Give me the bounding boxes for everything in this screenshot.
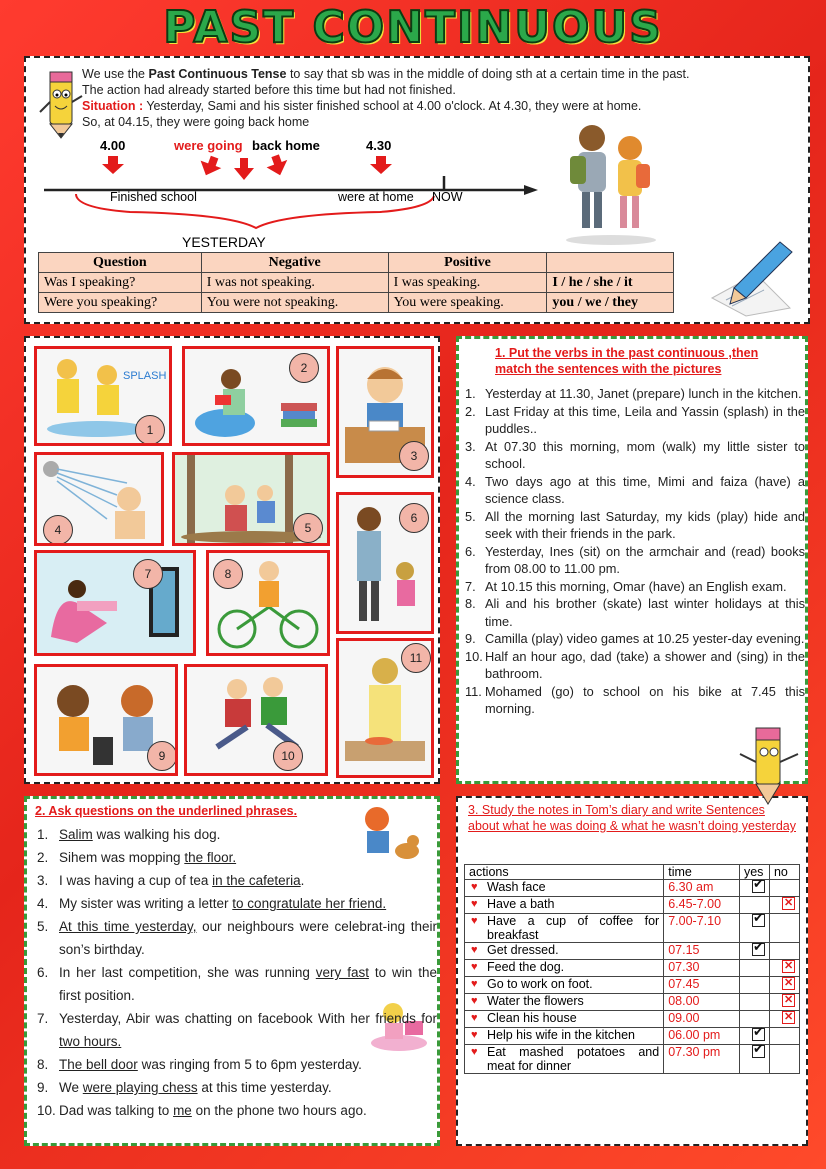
no-cell: [769, 897, 799, 914]
exercise-1-item: [459, 648, 805, 683]
item-number: 9.: [465, 631, 476, 646]
diary-action: [465, 977, 664, 994]
exercise-2-item: [27, 869, 437, 892]
intro-panel: [24, 56, 810, 324]
item-text: At 10.15 this morning, Omar (have) an English exam.: [485, 578, 787, 594]
underlined-phrase: the floor.: [184, 850, 237, 865]
exercise-1-item: [459, 683, 805, 718]
cross-icon: [782, 1011, 795, 1024]
header-positive: Positive: [388, 253, 547, 273]
item-number: 7.: [465, 578, 476, 594]
exercise-1-item: [459, 385, 805, 403]
cross-icon: [782, 897, 795, 910]
picture-number: 4: [43, 515, 73, 545]
diary-action: [465, 914, 664, 943]
table-row: [465, 994, 800, 1011]
table-row: [465, 977, 800, 994]
header-subject: [547, 253, 674, 273]
item-number: 5.: [465, 508, 476, 524]
table-row: [465, 1028, 800, 1045]
header-negative: Negative: [201, 253, 388, 273]
table-cell: You were speaking.: [388, 293, 547, 313]
table-row: [465, 914, 800, 943]
grammar-table: [38, 252, 674, 313]
diary-action: [465, 880, 664, 897]
item-text: .: [300, 873, 305, 888]
diary-table: [464, 864, 800, 1074]
intro-line2: The action had already started before this time but had not finished.: [82, 83, 456, 97]
exercise-1-item: [459, 578, 805, 596]
finished-school-label: Finished school: [110, 190, 197, 204]
cross-icon: [782, 994, 795, 1007]
no-cell: [769, 1045, 799, 1074]
action-text: Feed the dog.: [487, 960, 565, 974]
action-text: Clean his house: [487, 1011, 577, 1025]
diary-action: [465, 943, 664, 960]
exercise-3-panel: [456, 796, 808, 1146]
diary-action: [465, 1045, 664, 1074]
exercise-1-item: [459, 630, 805, 648]
picture-5-park: [172, 452, 330, 546]
exercise-1-item: [459, 508, 805, 543]
picture-1-splashing: [34, 346, 172, 446]
exercise-2-item: [27, 961, 437, 1007]
item-number: 2.: [465, 403, 476, 419]
exercise-1-title: 1. Put the verbs in the past continuous ,then match the sentences with the pictures: [495, 346, 759, 376]
action-text: Help his wife in the kitchen: [487, 1028, 635, 1042]
action-text: Wash face: [487, 880, 546, 894]
diary-action: [465, 1028, 664, 1045]
item-number: 1.: [465, 386, 476, 401]
item-number: 2.: [37, 850, 49, 865]
heart-icon: ♥: [471, 915, 478, 927]
item-number: 8.: [37, 1057, 49, 1072]
picture-3-exam: [336, 346, 434, 478]
exercise-2-item: [27, 1099, 437, 1122]
diary-time: 7.00-7.10: [664, 914, 740, 943]
yesterday-label: YESTERDAY: [182, 234, 266, 250]
picture-4-shower: [34, 452, 164, 546]
at-home-label: were at home: [338, 190, 414, 204]
underlined-phrase: two hours.: [59, 1034, 122, 1049]
picture-7-video-games: [34, 550, 196, 656]
item-text: Sihem was mopping: [59, 850, 185, 865]
table-cell: Were you speaking?: [39, 293, 202, 313]
situation-label: Situation :: [82, 99, 144, 113]
heart-icon: ♥: [471, 898, 478, 910]
action-text: Water the flowers: [487, 994, 584, 1008]
exercise-2-item: [27, 846, 437, 869]
intro-line1-pre: We use the: [82, 67, 149, 81]
item-text: on the phone two hours ago.: [191, 1103, 367, 1118]
picture-number: 11: [401, 643, 431, 673]
table-row: [465, 880, 800, 897]
heart-icon: ♥: [471, 1012, 478, 1024]
item-text: to win the first position.: [59, 965, 437, 1003]
exercise-2-item: [27, 892, 437, 915]
girl-gaming-icon: [37, 553, 193, 653]
action-text: Get dressed.: [487, 943, 559, 957]
item-text: Dad was talking to: [59, 1103, 174, 1118]
exercise-2-item: [27, 823, 437, 846]
yes-cell: [739, 1045, 769, 1074]
underlined-phrase: Salim: [59, 827, 93, 842]
diary-action: [465, 1011, 664, 1028]
yes-cell: [739, 943, 769, 960]
no-cell: [769, 1028, 799, 1045]
no-cell: [769, 977, 799, 994]
now-label: NOW: [432, 190, 463, 204]
item-number: 3.: [465, 438, 476, 454]
item-number: 8.: [465, 596, 476, 611]
item-text: At 07.30 this morning, mom (walk) my little sister to school.: [485, 438, 805, 471]
underlined-phrase: very fast: [315, 965, 369, 980]
heart-icon: ♥: [471, 961, 478, 973]
item-number: 4.: [465, 473, 476, 489]
checkmark-icon: [752, 1028, 765, 1041]
diary-action: [465, 897, 664, 914]
item-text: Two days ago at this time, Mimi and faiza (have) a science class.: [485, 473, 805, 506]
exercise-1-item: [459, 438, 805, 473]
exercise-2-panel: [24, 796, 440, 1146]
picture-number: 6: [399, 503, 429, 533]
item-text: was walking his dog.: [92, 827, 221, 842]
picture-number: 9: [147, 741, 177, 771]
checkmark-icon: [752, 943, 765, 956]
picture-number: 1: [135, 415, 165, 445]
header-yes: yes: [739, 865, 769, 880]
item-number: 10.: [465, 648, 483, 664]
item-text: We: [59, 1080, 83, 1095]
exercise-2-item: [27, 1076, 437, 1099]
item-text: Last Friday at this time, Leila and Yassin (splash) in the puddles..: [485, 403, 805, 436]
exercise-3-title: 3. Study the notes in Tom’s diary and write Sentences about what he was doing & what he wasn’t doing yesterday: [468, 803, 796, 833]
diary-time: 07.15: [664, 943, 740, 960]
item-text: Yesterday, Abir was chatting on facebook With her friends for: [59, 1011, 437, 1026]
heart-icon: ♥: [471, 944, 478, 956]
cross-icon: [782, 960, 795, 973]
time-4-00: 4.00: [100, 138, 126, 153]
diary-action: [465, 994, 664, 1011]
picture-2-reading: [182, 346, 330, 446]
diary-time: 6.30 am: [664, 880, 740, 897]
exercise-1-item: [459, 473, 805, 508]
checkmark-icon: [752, 1045, 765, 1058]
picture-8-bike: [206, 550, 330, 656]
no-cell: [769, 960, 799, 977]
heart-icon: ♥: [471, 995, 478, 1007]
diary-time: 09.00: [664, 1011, 740, 1028]
underlined-phrase: The bell door: [59, 1057, 138, 1072]
pencil-mascot-icon: [36, 62, 86, 142]
picture-6-walking-school: [336, 492, 434, 634]
item-text: All the morning last Saturday, my kids (play) hide and seek with their friends in the park.: [485, 508, 805, 541]
situation-text: Yesterday, Sami and his sister finished school at 4.00 o'clock. At 4.30, they were at home.: [143, 99, 642, 113]
page-title: PAST CONTINUOUS: [163, 2, 663, 53]
table-row: [465, 1045, 800, 1074]
item-text: was ringing from 5 to 6pm yesterday.: [137, 1057, 362, 1072]
exercise-2-title: 2. Ask questions on the underlined phrases.: [35, 804, 298, 818]
time-4-30: 4.30: [366, 138, 392, 153]
yes-cell: [739, 994, 769, 1011]
item-number: 6.: [37, 965, 49, 980]
action-text: Have a bath: [487, 897, 555, 911]
heart-icon: ♥: [471, 1046, 478, 1058]
underlined-phrase: At this time yesterday,: [59, 919, 197, 934]
header-question: Question: [39, 253, 202, 273]
table-cell: you / we / they: [547, 293, 674, 313]
exercise-1-list: [459, 385, 805, 718]
item-text: Camilla (play) video games at 10.25 yester-day evening.: [485, 631, 805, 646]
diary-time: 08.00: [664, 994, 740, 1011]
item-text: our neighbours were celebrat-ing their son’s birthday.: [59, 919, 437, 957]
back-home-label: back home: [252, 138, 320, 153]
no-cell: [769, 943, 799, 960]
table-row: [465, 897, 800, 914]
heart-icon: ♥: [471, 978, 478, 990]
action-text: Eat mashed potatoes and meat for dinner: [487, 1045, 660, 1073]
table-cell: I was not speaking.: [201, 273, 388, 293]
boys-skating-icon: [187, 667, 325, 773]
table-row: [465, 943, 800, 960]
item-text: Yesterday, Ines (sit) on the armchair and (read) books from 08.00 to 11.00 pm.: [485, 543, 805, 576]
action-text: Have a cup of coffee for breakfast: [487, 914, 660, 942]
tense-name: Past Continuous Tense: [148, 67, 287, 81]
children-walking-icon: [556, 118, 666, 248]
picture-number: 7: [133, 559, 163, 589]
item-text: In her last competition, she was running: [59, 965, 316, 980]
underlined-phrase: were playing chess: [82, 1080, 198, 1095]
diary-time: 06.00 pm: [664, 1028, 740, 1045]
intro-line4: So, at 04.15, they were going back home: [82, 115, 310, 129]
item-text: Yesterday at 11.30, Janet (prepare) lunch in the kitchen.: [485, 386, 802, 401]
yes-cell: [739, 880, 769, 897]
item-number: 6.: [465, 543, 476, 559]
item-text: Half an hour ago, dad (take) a shower and (sing) in the bathroom.: [485, 648, 805, 681]
exercise-2-item: [27, 1007, 437, 1053]
cross-icon: [782, 977, 795, 990]
were-going-label: were going: [174, 138, 243, 153]
picture-number: 3: [399, 441, 429, 471]
item-text: at this time yesterday.: [197, 1080, 332, 1095]
exercise-2-item: [27, 1053, 437, 1076]
underlined-phrase: to congratulate her friend.: [232, 896, 387, 911]
action-text: Go to work on foot.: [487, 977, 593, 991]
heart-icon: ♥: [471, 881, 478, 893]
diary-time: 07.45: [664, 977, 740, 994]
no-cell: [769, 914, 799, 943]
heart-icon: ♥: [471, 1029, 478, 1041]
underlined-phrase: in the cafeteria: [212, 873, 301, 888]
picture-10-skating: [184, 664, 328, 776]
no-cell: [769, 994, 799, 1011]
item-text: Mohamed (go) to school on his bike at 7.45 this morning.: [485, 683, 805, 716]
pencil-paper-icon: [706, 238, 796, 318]
picture-number: 5: [293, 513, 323, 543]
diary-action: [465, 960, 664, 977]
header-no: no: [769, 865, 799, 880]
item-number: 3.: [37, 873, 49, 888]
exercise-1-item: [459, 403, 805, 438]
item-number: 10.: [37, 1103, 56, 1118]
item-text: My sister was writing a letter: [59, 896, 233, 911]
exercise-2-list: [27, 823, 437, 1122]
picture-11-cooking: [336, 638, 434, 778]
yes-cell: [739, 977, 769, 994]
picture-number: 10: [273, 741, 303, 771]
picture-number: 2: [289, 353, 319, 383]
picture-number: 8: [213, 559, 243, 589]
item-text: I was having a cup of tea: [59, 873, 213, 888]
diary-time: 6.45-7.00: [664, 897, 740, 914]
exercise-1-panel: [456, 336, 808, 784]
yes-cell: [739, 960, 769, 977]
timeline: [40, 134, 560, 234]
picture-9-science-class: [34, 664, 178, 776]
table-cell: Was I speaking?: [39, 273, 202, 293]
table-row: [465, 1011, 800, 1028]
item-number: 5.: [37, 919, 49, 934]
no-cell: [769, 880, 799, 897]
table-cell: I was speaking.: [388, 273, 547, 293]
header-time: time: [664, 865, 740, 880]
table-row: [465, 960, 800, 977]
diary-time: 07.30 pm: [664, 1045, 740, 1074]
item-number: 7.: [37, 1011, 49, 1026]
table-cell: You were not speaking.: [201, 293, 388, 313]
checkmark-icon: [752, 880, 765, 893]
pictures-panel: [24, 336, 440, 784]
svg-text:SPLASH: SPLASH: [123, 370, 167, 382]
exercise-1-item: [459, 543, 805, 578]
header-actions: actions: [465, 865, 664, 880]
item-number: 1.: [37, 827, 49, 842]
item-text: Ali and his brother (skate) last winter holidays at this time.: [485, 596, 805, 629]
item-number: 9.: [37, 1080, 49, 1095]
no-cell: [769, 1011, 799, 1028]
diary-time: 07.30: [664, 960, 740, 977]
checkmark-icon: [752, 914, 765, 927]
pencil-mascot-2-icon: [734, 724, 804, 814]
table-cell: I / he / she / it: [547, 273, 674, 293]
item-number: 4.: [37, 896, 49, 911]
item-number: 11.: [465, 683, 482, 699]
underlined-phrase: me: [173, 1103, 192, 1118]
intro-line1-post: to say that sb was in the middle of doing sth at a certain time in the past.: [286, 67, 690, 81]
exercise-2-item: [27, 915, 437, 961]
exercise-1-item: [459, 595, 805, 630]
